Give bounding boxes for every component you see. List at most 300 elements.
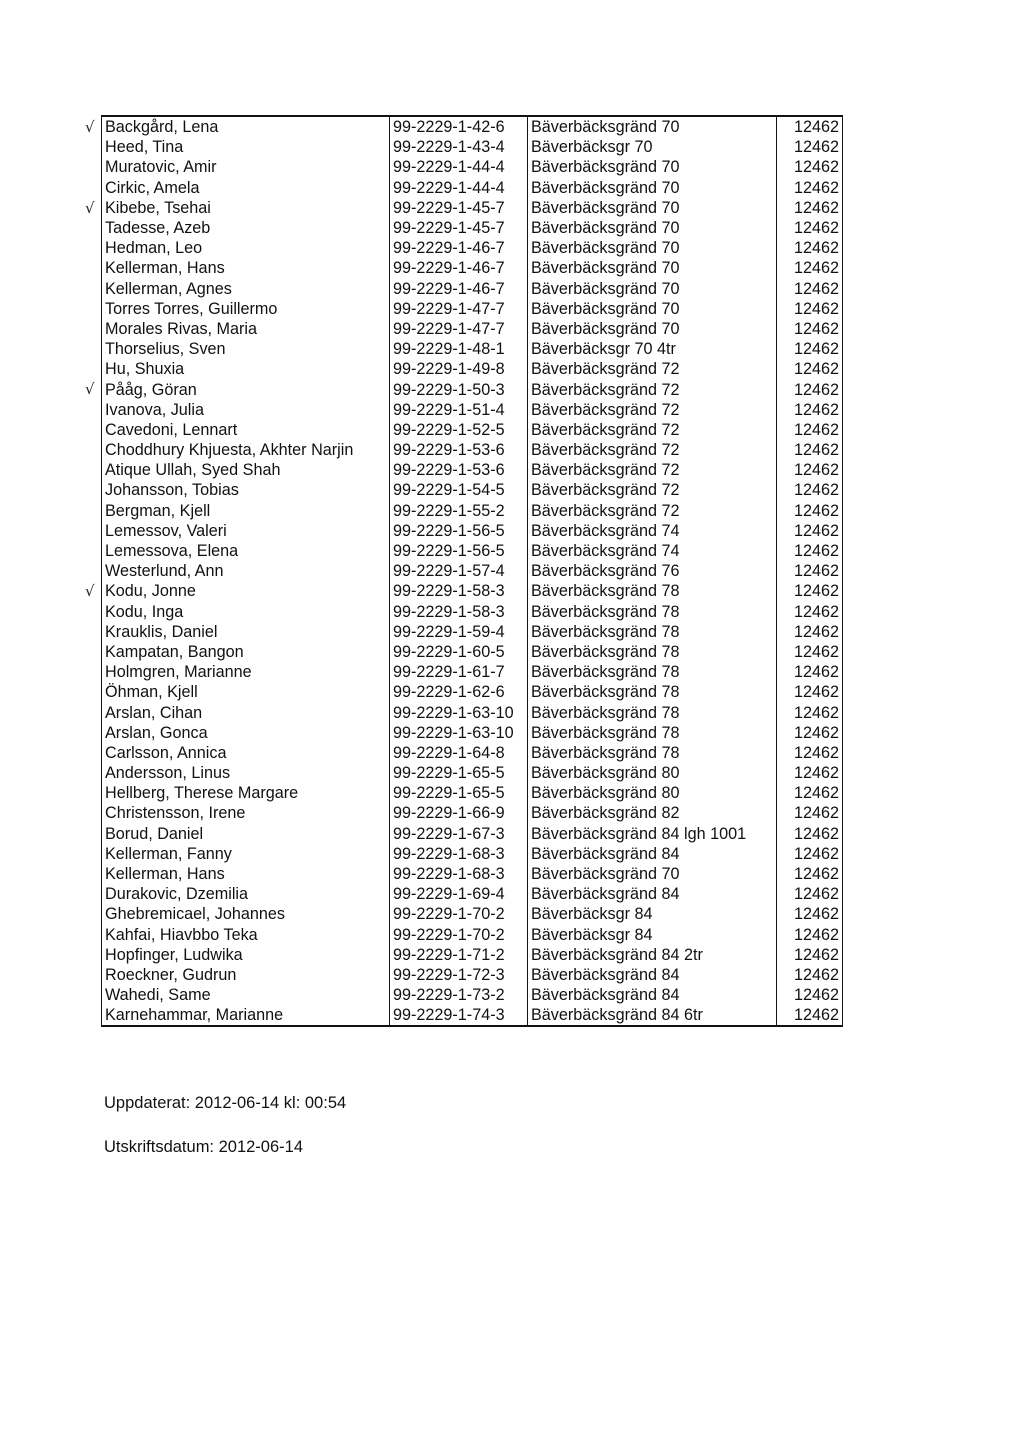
property-id-cell-text: 99-2229-1-63-10 <box>393 723 514 742</box>
name-cell <box>102 279 390 299</box>
postal-code-cell-text: 12462 <box>793 461 839 480</box>
table-row <box>102 864 843 884</box>
table-row <box>102 1005 843 1026</box>
table-row <box>102 581 843 601</box>
address-cell <box>528 339 777 359</box>
postal-code-cell-text: 12462 <box>793 925 839 944</box>
name-cell <box>102 299 390 319</box>
address-cell-text: Bäverbäcksgränd 70 <box>531 865 680 884</box>
postal-code-cell <box>777 985 843 1005</box>
name-cell-text: Arslan, Cihan <box>105 703 203 722</box>
name-cell-text: Cavedoni, Lennart <box>105 420 238 439</box>
postal-code-cell <box>777 642 843 662</box>
property-id-cell <box>390 945 528 965</box>
address-cell <box>528 480 777 500</box>
postal-code-cell-text: 12462 <box>793 299 839 318</box>
table-row <box>102 258 843 278</box>
table-row <box>102 561 843 581</box>
address-cell-text: Bäverbäcksgränd 72 <box>531 420 680 439</box>
postal-code-cell <box>777 178 843 198</box>
name-cell-text: Wahedi, Same <box>105 986 211 1005</box>
postal-code-cell-text: 12462 <box>793 743 839 762</box>
address-cell-text: Bäverbäcksgr 84 <box>531 905 653 924</box>
name-cell <box>102 541 390 561</box>
property-id-cell-text: 99-2229-1-56-5 <box>393 521 505 540</box>
address-cell <box>528 379 777 399</box>
name-cell-text: Westerlund, Ann <box>105 562 224 581</box>
postal-code-cell-text: 12462 <box>793 945 839 964</box>
postal-code-cell <box>777 460 843 480</box>
address-cell-text: Bäverbäcksgränd 84 <box>531 965 680 984</box>
property-id-cell <box>390 218 528 238</box>
address-cell <box>528 116 777 137</box>
property-id-cell <box>390 581 528 601</box>
name-cell-text: Lemessov, Valeri <box>105 521 227 540</box>
property-id-cell-text: 99-2229-1-47-7 <box>393 319 505 338</box>
property-id-cell-text: 99-2229-1-50-3 <box>393 380 505 399</box>
postal-code-cell <box>777 945 843 965</box>
property-id-cell <box>390 137 528 157</box>
property-id-cell <box>390 622 528 642</box>
property-id-cell <box>390 379 528 399</box>
name-cell-text: Thorselius, Sven <box>105 340 226 359</box>
table-row <box>102 279 843 299</box>
name-cell <box>102 157 390 177</box>
address-cell-text: Bäverbäcksgränd 70 <box>531 158 680 177</box>
address-cell <box>528 965 777 985</box>
table-row <box>102 198 843 218</box>
address-cell-text: Bäverbäcksgränd 72 <box>531 501 680 520</box>
table-row <box>102 965 843 985</box>
property-id-cell-text: 99-2229-1-68-3 <box>393 844 505 863</box>
table-row <box>102 824 843 844</box>
address-cell <box>528 359 777 379</box>
property-id-cell-text: 99-2229-1-53-6 <box>393 441 505 460</box>
name-cell <box>102 460 390 480</box>
name-cell <box>85 116 390 137</box>
property-id-cell <box>390 299 528 319</box>
table-row <box>102 783 843 803</box>
property-id-cell <box>390 702 528 722</box>
postal-code-cell-text: 12462 <box>793 642 839 661</box>
table-row <box>102 359 843 379</box>
table-row <box>102 662 843 682</box>
address-cell-text: Bäverbäcksgränd 78 <box>531 683 680 702</box>
address-cell <box>528 864 777 884</box>
name-cell-text: Arslan, Gonca <box>105 723 208 742</box>
property-id-cell-text: 99-2229-1-45-7 <box>393 219 505 238</box>
postal-code-cell <box>777 844 843 864</box>
property-id-cell <box>390 884 528 904</box>
property-id-cell-text: 99-2229-1-51-4 <box>393 400 505 419</box>
address-cell <box>528 440 777 460</box>
property-id-cell <box>390 965 528 985</box>
address-cell <box>528 258 777 278</box>
name-cell <box>85 379 390 399</box>
property-id-cell <box>390 258 528 278</box>
table-row <box>102 622 843 642</box>
postal-code-cell <box>777 824 843 844</box>
address-cell-text: Bäverbäcksgränd 70 <box>531 299 680 318</box>
property-id-cell <box>390 279 528 299</box>
name-cell-text: Öhman, Kjell <box>105 683 198 702</box>
property-id-cell-text: 99-2229-1-58-3 <box>393 582 505 601</box>
address-cell-text: Bäverbäcksgränd 78 <box>531 723 680 742</box>
name-cell-text: Morales Rivas, Maria <box>105 319 258 338</box>
address-cell <box>528 642 777 662</box>
name-cell <box>102 258 390 278</box>
name-cell <box>102 743 390 763</box>
postal-code-cell <box>777 1005 843 1026</box>
postal-code-cell-text: 12462 <box>793 905 839 924</box>
postal-code-cell-text: 12462 <box>793 764 839 783</box>
property-id-cell-text: 99-2229-1-52-5 <box>393 420 505 439</box>
property-id-cell <box>390 904 528 924</box>
property-id-cell-text: 99-2229-1-63-10 <box>393 703 514 722</box>
postal-code-cell <box>777 803 843 823</box>
postal-code-cell <box>777 198 843 218</box>
postal-code-cell-text: 12462 <box>793 340 839 359</box>
table-row <box>102 702 843 722</box>
postal-code-cell-text: 12462 <box>793 1006 839 1025</box>
postal-code-cell-text: 12462 <box>793 885 839 904</box>
property-id-cell <box>390 723 528 743</box>
name-cell <box>102 501 390 521</box>
address-cell-text: Bäverbäcksgränd 74 <box>531 542 680 561</box>
address-cell-text: Bäverbäcksgränd 72 <box>531 441 680 460</box>
name-cell <box>102 985 390 1005</box>
postal-code-cell <box>777 440 843 460</box>
name-cell-text: Torres Torres, Guillermo <box>105 299 278 318</box>
property-id-cell-text: 99-2229-1-44-4 <box>393 158 505 177</box>
postal-code-cell <box>777 904 843 924</box>
name-cell <box>102 319 390 339</box>
address-cell <box>528 460 777 480</box>
property-id-cell <box>390 116 528 137</box>
address-cell-text: Bäverbäcksgränd 74 <box>531 521 680 540</box>
address-cell <box>528 561 777 581</box>
name-cell-text: Heed, Tina <box>105 138 184 157</box>
property-id-cell-text: 99-2229-1-42-6 <box>393 118 505 137</box>
name-cell-text: Carlsson, Annica <box>105 743 227 762</box>
name-cell <box>102 420 390 440</box>
property-id-cell <box>390 521 528 541</box>
table-row <box>102 803 843 823</box>
postal-code-cell <box>777 581 843 601</box>
postal-code-cell <box>777 116 843 137</box>
name-cell <box>102 723 390 743</box>
table-row <box>102 945 843 965</box>
name-cell-text: Ivanova, Julia <box>105 400 204 419</box>
address-cell <box>528 803 777 823</box>
table-row <box>102 985 843 1005</box>
postal-code-cell-text: 12462 <box>793 804 839 823</box>
name-cell-text: Durakovic, Dzemilia <box>105 885 249 904</box>
postal-code-cell-text: 12462 <box>793 420 839 439</box>
property-id-cell-text: 99-2229-1-64-8 <box>393 743 505 762</box>
postal-code-cell-text: 12462 <box>793 521 839 540</box>
name-cell-text: Bergman, Kjell <box>105 501 211 520</box>
postal-code-cell <box>777 420 843 440</box>
address-cell-text: Bäverbäcksgränd 80 <box>531 764 680 783</box>
name-cell-text: Andersson, Linus <box>105 764 231 783</box>
address-cell <box>528 319 777 339</box>
address-cell-text: Bäverbäcksgränd 70 <box>531 198 680 217</box>
name-cell-text: Hedman, Leo <box>105 239 203 258</box>
postal-code-cell <box>777 763 843 783</box>
postal-code-cell-text: 12462 <box>793 138 839 157</box>
name-cell-text: Backgård, Lena <box>105 118 219 137</box>
address-cell-text: Bäverbäcksgränd 70 <box>531 279 680 298</box>
property-id-cell-text: 99-2229-1-72-3 <box>393 965 505 984</box>
property-id-cell-text: 99-2229-1-70-2 <box>393 925 505 944</box>
table-row <box>102 844 843 864</box>
address-cell <box>528 682 777 702</box>
name-cell-text: Kodu, Inga <box>105 602 184 621</box>
property-id-cell-text: 99-2229-1-65-5 <box>393 784 505 803</box>
table-row <box>102 904 843 924</box>
name-cell <box>102 803 390 823</box>
property-id-cell <box>390 561 528 581</box>
address-cell <box>528 743 777 763</box>
postal-code-cell <box>777 541 843 561</box>
property-id-cell <box>390 157 528 177</box>
postal-code-cell-text: 12462 <box>793 441 839 460</box>
name-cell <box>85 198 390 218</box>
address-cell-text: Bäverbäcksgränd 70 <box>531 178 680 197</box>
address-cell <box>528 622 777 642</box>
postal-code-cell <box>777 925 843 945</box>
postal-code-cell-text: 12462 <box>793 784 839 803</box>
address-cell <box>528 662 777 682</box>
address-cell-text: Bäverbäcksgränd 70 <box>531 219 680 238</box>
postal-code-cell-text: 12462 <box>793 380 839 399</box>
property-id-cell-text: 99-2229-1-56-5 <box>393 542 505 561</box>
name-cell-text: Kellerman, Hans <box>105 259 225 278</box>
property-id-cell <box>390 359 528 379</box>
name-cell <box>102 218 390 238</box>
address-cell <box>528 581 777 601</box>
address-cell-text: Bäverbäcksgränd 70 <box>531 259 680 278</box>
table-row <box>102 379 843 399</box>
name-cell-text: Cirkic, Amela <box>105 178 200 197</box>
property-id-cell <box>390 178 528 198</box>
table-row <box>102 925 843 945</box>
name-cell <box>102 178 390 198</box>
property-id-cell <box>390 339 528 359</box>
postal-code-cell <box>777 702 843 722</box>
table-row <box>102 480 843 500</box>
table-row <box>102 884 843 904</box>
name-cell <box>102 662 390 682</box>
address-cell <box>528 925 777 945</box>
property-id-cell <box>390 602 528 622</box>
address-cell-text: Bäverbäcksgränd 78 <box>531 622 680 641</box>
name-cell-text: Kahfai, Hiavbbo Teka <box>105 925 258 944</box>
name-cell <box>102 400 390 420</box>
property-id-cell-text: 99-2229-1-46-7 <box>393 259 505 278</box>
property-id-cell-text: 99-2229-1-65-5 <box>393 764 505 783</box>
table-row <box>102 642 843 662</box>
postal-code-cell-text: 12462 <box>793 118 839 137</box>
postal-code-cell <box>777 743 843 763</box>
postal-code-cell-text: 12462 <box>793 865 839 884</box>
postal-code-cell <box>777 319 843 339</box>
name-cell <box>102 339 390 359</box>
property-id-cell <box>390 1005 528 1026</box>
name-cell <box>102 561 390 581</box>
address-cell-text: Bäverbäcksgränd 84 2tr <box>531 945 703 964</box>
property-id-cell <box>390 844 528 864</box>
name-cell-text: Roeckner, Gudrun <box>105 965 237 984</box>
property-id-cell <box>390 985 528 1005</box>
address-cell-text: Bäverbäcksgr 70 <box>531 138 653 157</box>
table-row <box>102 319 843 339</box>
property-id-cell-text: 99-2229-1-58-3 <box>393 602 505 621</box>
name-cell-text: Hellberg, Therese Margare <box>105 784 299 803</box>
name-cell-text: Kellerman, Agnes <box>105 279 232 298</box>
property-id-cell <box>390 824 528 844</box>
property-id-cell-text: 99-2229-1-60-5 <box>393 642 505 661</box>
address-cell <box>528 783 777 803</box>
name-cell <box>102 925 390 945</box>
table-row <box>102 238 843 258</box>
property-id-cell-text: 99-2229-1-47-7 <box>393 299 505 318</box>
name-cell-text: Pååg, Göran <box>105 380 197 399</box>
address-cell-text: Bäverbäcksgränd 82 <box>531 804 680 823</box>
name-cell <box>102 521 390 541</box>
property-id-cell-text: 99-2229-1-46-7 <box>393 279 505 298</box>
postal-code-cell <box>777 279 843 299</box>
property-id-cell-text: 99-2229-1-67-3 <box>393 824 505 843</box>
property-id-cell-text: 99-2229-1-59-4 <box>393 622 505 641</box>
postal-code-cell-text: 12462 <box>793 965 839 984</box>
address-cell <box>528 541 777 561</box>
property-id-cell-text: 99-2229-1-54-5 <box>393 481 505 500</box>
property-id-cell-text: 99-2229-1-70-2 <box>393 905 505 924</box>
address-cell <box>528 904 777 924</box>
postal-code-cell-text: 12462 <box>793 279 839 298</box>
name-cell <box>102 1005 390 1026</box>
property-id-cell-text: 99-2229-1-74-3 <box>393 1006 505 1025</box>
name-cell <box>102 945 390 965</box>
postal-code-cell-text: 12462 <box>793 824 839 843</box>
property-id-cell <box>390 925 528 945</box>
name-cell <box>85 581 390 601</box>
name-cell-text: Kampatan, Bangon <box>105 642 244 661</box>
table-row <box>102 763 843 783</box>
table-row <box>102 521 843 541</box>
check-mark-icon: √ <box>85 582 95 601</box>
postal-code-cell <box>777 783 843 803</box>
address-cell <box>528 400 777 420</box>
property-id-cell-text: 99-2229-1-43-4 <box>393 138 505 157</box>
address-cell <box>528 279 777 299</box>
name-cell-text: Kellerman, Fanny <box>105 844 232 863</box>
address-cell <box>528 157 777 177</box>
postal-code-cell <box>777 521 843 541</box>
property-id-cell <box>390 198 528 218</box>
address-cell <box>528 420 777 440</box>
property-id-cell <box>390 743 528 763</box>
name-cell <box>102 824 390 844</box>
table-row <box>102 137 843 157</box>
name-cell-text: Karnehammar, Marianne <box>105 1006 284 1025</box>
property-id-cell <box>390 803 528 823</box>
table-row <box>102 541 843 561</box>
address-cell <box>528 299 777 319</box>
postal-code-cell-text: 12462 <box>793 481 839 500</box>
property-id-cell-text: 99-2229-1-66-9 <box>393 804 505 823</box>
postal-code-cell-text: 12462 <box>793 219 839 238</box>
address-cell-text: Bäverbäcksgr 84 <box>531 925 653 944</box>
postal-code-cell-text: 12462 <box>793 360 839 379</box>
address-cell <box>528 824 777 844</box>
property-id-cell-text: 99-2229-1-68-3 <box>393 865 505 884</box>
postal-code-cell <box>777 884 843 904</box>
address-cell <box>528 602 777 622</box>
name-cell-text: Ghebremicael, Johannes <box>105 905 285 924</box>
postal-code-cell <box>777 480 843 500</box>
property-id-cell <box>390 440 528 460</box>
postal-code-cell <box>777 561 843 581</box>
property-id-cell <box>390 682 528 702</box>
property-id-cell-text: 99-2229-1-49-8 <box>393 360 505 379</box>
property-id-cell <box>390 864 528 884</box>
table-row <box>102 299 843 319</box>
postal-code-cell <box>777 238 843 258</box>
postal-code-cell <box>777 218 843 238</box>
property-id-cell-text: 99-2229-1-48-1 <box>393 340 505 359</box>
address-cell-text: Bäverbäcksgränd 78 <box>531 743 680 762</box>
property-id-cell-text: 99-2229-1-69-4 <box>393 885 505 904</box>
postal-code-cell-text: 12462 <box>793 319 839 338</box>
address-cell-text: Bäverbäcksgränd 72 <box>531 360 680 379</box>
property-id-cell <box>390 763 528 783</box>
address-cell <box>528 198 777 218</box>
property-id-cell <box>390 400 528 420</box>
check-mark-icon: √ <box>85 118 95 136</box>
property-id-cell-text: 99-2229-1-46-7 <box>393 239 505 258</box>
postal-code-cell-text: 12462 <box>793 158 839 177</box>
postal-code-cell <box>777 339 843 359</box>
property-id-cell-text: 99-2229-1-45-7 <box>393 198 505 217</box>
postal-code-cell-text: 12462 <box>793 400 839 419</box>
postal-code-cell-text: 12462 <box>793 178 839 197</box>
table-row <box>102 420 843 440</box>
address-cell-text: Bäverbäcksgränd 70 <box>531 118 680 137</box>
property-id-cell <box>390 480 528 500</box>
property-id-cell-text: 99-2229-1-62-6 <box>393 683 505 702</box>
name-cell <box>102 440 390 460</box>
address-cell-text: Bäverbäcksgränd 78 <box>531 663 680 682</box>
address-cell-text: Bäverbäcksgränd 78 <box>531 703 680 722</box>
name-cell-text: Kodu, Jonne <box>105 582 196 601</box>
address-cell-text: Bäverbäcksgränd 72 <box>531 380 680 399</box>
address-cell-text: Bäverbäcksgränd 70 <box>531 319 680 338</box>
check-mark-icon: √ <box>85 198 95 217</box>
postal-code-cell-text: 12462 <box>793 259 839 278</box>
name-cell <box>102 884 390 904</box>
name-cell-text: Kibebe, Tsehai <box>105 198 211 217</box>
table-row <box>102 157 843 177</box>
postal-code-cell <box>777 864 843 884</box>
property-id-cell <box>390 238 528 258</box>
postal-code-cell-text: 12462 <box>793 723 839 742</box>
property-id-cell-text: 99-2229-1-73-2 <box>393 986 505 1005</box>
postal-code-cell-text: 12462 <box>793 582 839 601</box>
name-cell-text: Christensson, Irene <box>105 804 246 823</box>
